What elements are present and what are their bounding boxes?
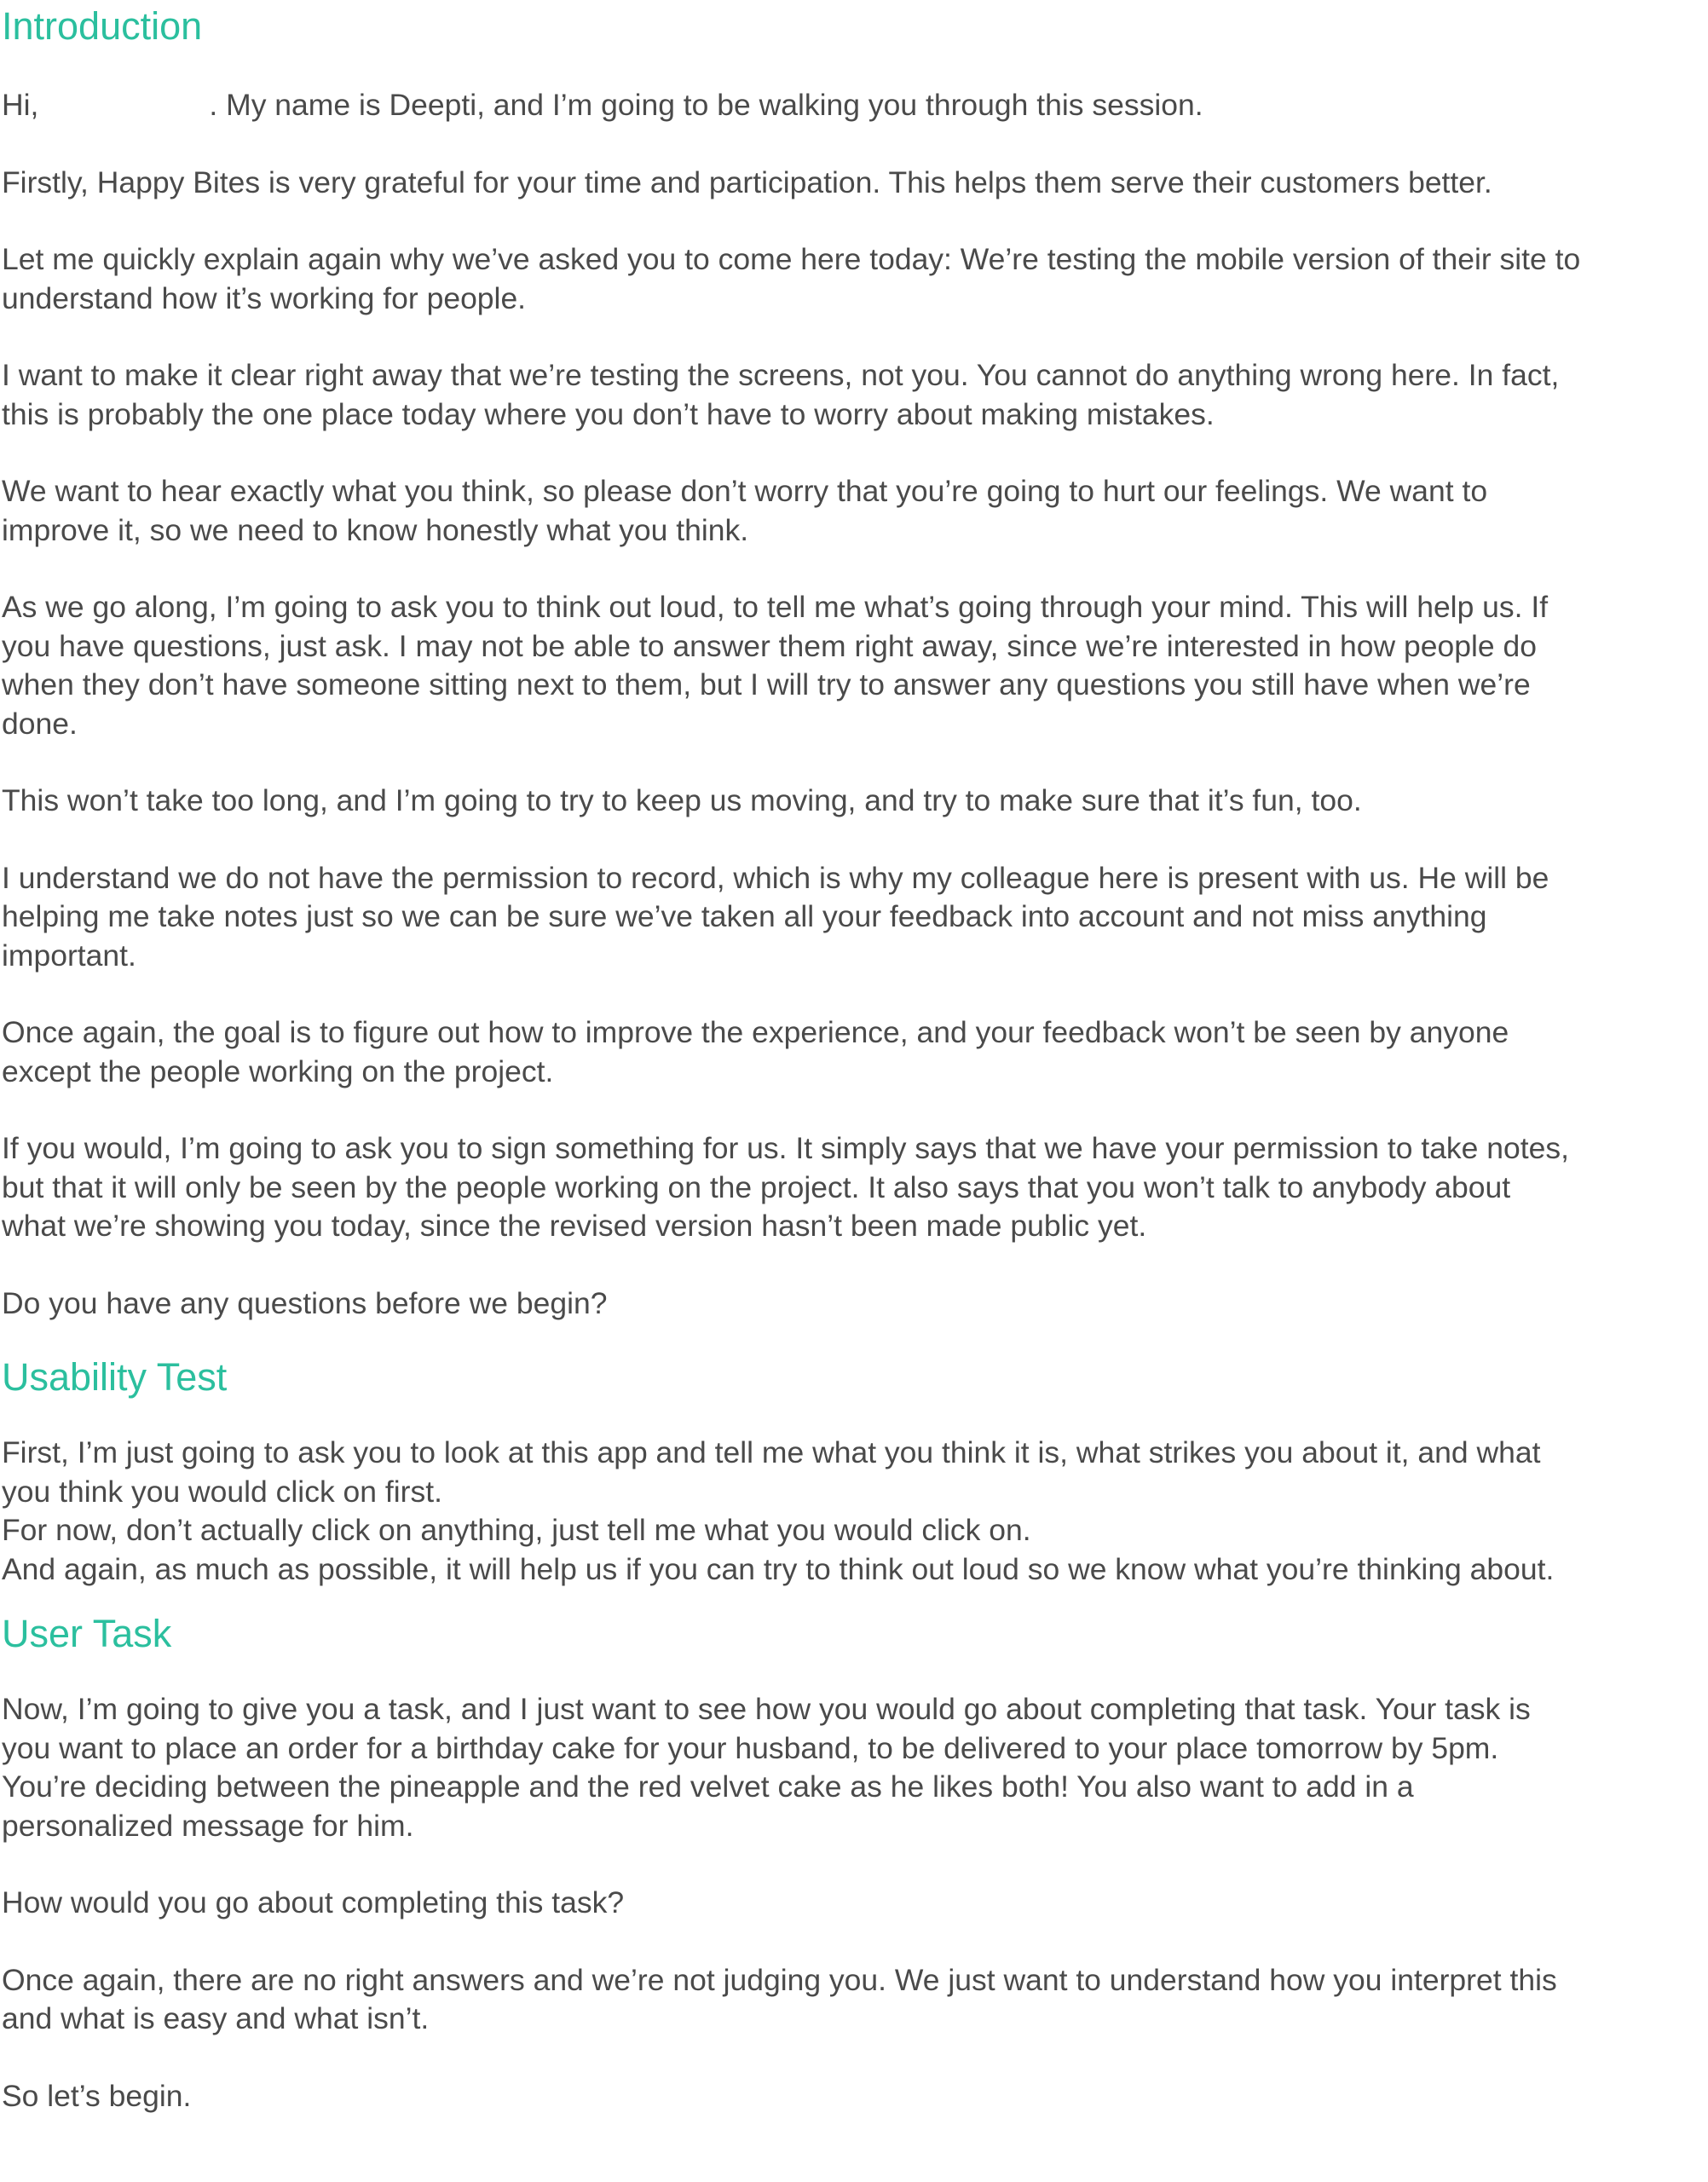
usability-test-paragraph: First, I’m just going to ask you to look at this app and tell me what you think it is, what strikes you about it, and what you think you would click on first. For now, don’t actually click on anything, just tell me what you would click on. And again, as much as possible, it will help us if you can try to think out loud so we know what you’re thinking about. [2, 1435, 1555, 1586]
greeting-suffix: . My name is Deepti, and I’m going to be walking you through this session. [209, 88, 1203, 122]
intro-paragraph: Do you have any questions before we begin? [2, 1285, 608, 1320]
intro-paragraph: Firstly, Happy Bites is very grateful for your time and participation. This helps them serve their customers better. [2, 165, 1492, 199]
intro-paragraph: I want to make it clear right away that we’re testing the screens, not you. You cannot do anything wrong here. In fact, this is probably the one place today where you don’t have to worry about making mistakes. [2, 358, 1560, 431]
intro-paragraph: As we go along, I’m going to ask you to think out loud, to tell me what’s going through your mind. This will help us. If you have questions, just ask. I may not be able to answer them right away, since we’re interested in how people do when they don’t have someone sitting next to them, but I will try to answer any questions you still have when we’re done. [2, 590, 1549, 741]
user-task-paragraph: So let’s begin. [2, 2078, 192, 2113]
intro-paragraph: This won’t take too long, and I’m going to try to keep us moving, and try to make sure that it’s fun, too. [2, 783, 1362, 817]
section-heading-introduction: Introduction [2, 4, 203, 48]
section-heading-usability-test: Usability Test [2, 1355, 228, 1399]
intro-paragraph: I understand we do not have the permission to record, which is why my colleague here is present with us. He will be helping me take notes just so we can be sure we’ve taken all your feedback into account and not miss anything important. [2, 860, 1549, 973]
intro-paragraph: Once again, the goal is to figure out how to improve the experience, and your feedback won’t be seen by anyone except the people working on the project. [2, 1015, 1509, 1088]
intro-paragraph: We want to hear exactly what you think, so please don’t worry that you’re going to hurt our feelings. We want to improve it, so we need to know honestly what you think. [2, 474, 1488, 547]
intro-paragraph: Let me quickly explain again why we’ve asked you to come here today: We’re testing the mobile version of their site to understand how it’s working for people. [2, 242, 1581, 315]
greeting-prefix: Hi, [2, 88, 39, 122]
user-task-paragraph: Now, I’m going to give you a task, and I just want to see how you would go about completing that task. Your task is you want to place an order for a birthday cake for your husband, to be delivered to your place tomorrow by 5pm. You’re deciding between the pineapple and the red velvet cake as he likes both! You also want to add in a personalized message for him. [2, 1692, 1531, 1843]
user-task-paragraph: Once again, there are no right answers and we’re not judging you. We just want to understand how you interpret this and what is easy and what isn’t. [2, 1962, 1557, 2035]
section-heading-user-task: User Task [2, 1612, 172, 1655]
greeting-paragraph [2, 86, 1706, 125]
user-task-paragraph: How would you go about completing this task? [2, 1885, 625, 1919]
intro-paragraph: If you would, I’m going to ask you to sign something for us. It simply says that we have your permission to take notes, but that it will only be seen by the people working on the project. It also says that you won’t talk to anybody about what we’re showing you today, since the revised version hasn’t been made public yet. [2, 1131, 1569, 1243]
